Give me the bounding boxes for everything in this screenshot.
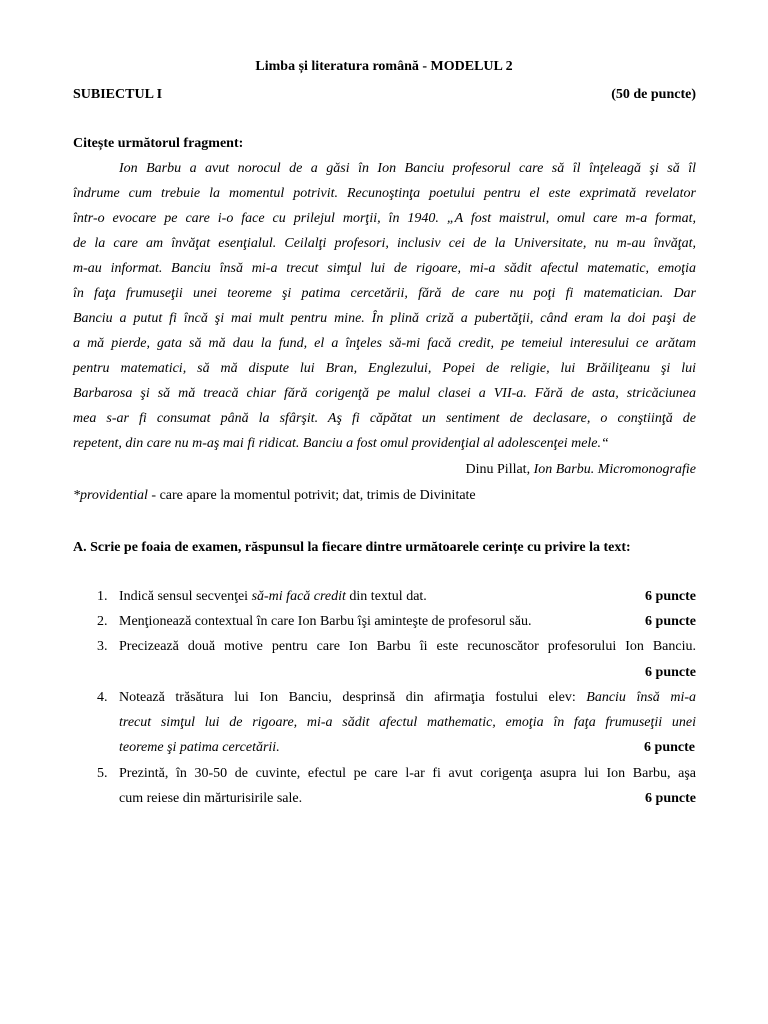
fragment-heading: Citește următorul fragment: — [73, 136, 244, 151]
fragment-line: repetent, din care nu m-aş mai fi ridicat. Banciu a fost omul providenţial al adolescenţei mele.“ — [73, 436, 609, 451]
question-1-text — [119, 589, 427, 605]
source-author: Dinu Pillat, — [465, 462, 534, 477]
question-5-line: Prezintă, în 30-50 de cuvinte, efectul pe care l-ar fi avut corigenţa asupra lui Ion Barbu, aşa — [119, 766, 696, 781]
fragment-line: în faţa frumuseţii unei teoreme şi patima cercetării, fără de care nu poţi fi matematician. Dar — [73, 286, 696, 301]
question-points: 6 puncte — [645, 614, 696, 629]
footnote — [73, 488, 476, 504]
question-3-text: Precizează două motive pentru care Ion Barbu îi este recunoscător profesorului Ion Banciu. — [119, 639, 696, 654]
question-number: 1. — [97, 589, 108, 604]
question-2-text: Menţionează contextual în care Ion Barbu îşi aminteşte de profesorul său. — [119, 614, 532, 629]
fragment-line: m-au informat. Banciu însă mi-a trecut simţul lui de rigoare, mi-a sădit afectul matematic, emoţia — [73, 261, 696, 276]
fragment-line: de la care am învăţat esenţialul. Ceilalţi profesori, inclusiv cei de la Universitate, nu m-au învăţat, — [73, 236, 696, 251]
fragment-line: Ion Barbu a avut norocul de a găsi în Ion Banciu profesorul care să îl înţeleagă şi să îl — [119, 161, 696, 176]
fragment-line: mea s-ar fi consumat până la sfârşit. Aş fi căpătat un sentiment de declasare, o conştiinţă de — [73, 411, 696, 426]
question-text-part: din textul dat. — [345, 589, 427, 604]
page-title: Limba și literatura română - MODELUL 2 — [255, 59, 513, 74]
subject-points: (50 de puncte) — [611, 87, 696, 102]
fragment-line: pentru matematici, să mă dispute lui Bran, Englezului, Popei de religie, lui Brăiliţeanu şi lui — [73, 361, 696, 376]
question-number: 5. — [97, 766, 108, 781]
question-quote: să-mi facă credit — [251, 589, 346, 604]
fragment-source — [466, 462, 696, 478]
question-number: 3. — [97, 639, 108, 654]
question-4-line: trecut simţul lui de rigoare, mi-a sădit afectul mathematic, emoţia în faţa frumuseţii unei — [119, 715, 696, 730]
question-text-part: Notează trăsătura lui Ion Banciu, desprinsă din afirmaţia fostului elev: — [119, 690, 587, 705]
fragment-line: într-o evocare pe care i-o face cu prilejul morţii, în 1940. „A fost maistrul, omul care m-a format, — [73, 211, 696, 226]
question-text-part: Indică sensul secvenţei — [119, 589, 252, 604]
fragment-line: Banciu a putut fi încă şi mai mult pentru mine. În plină criză a pubertăţii, când eram la doi paşi de — [73, 311, 696, 326]
question-points: 6 puncte — [645, 665, 696, 680]
question-5-line: cum reiese din mărturisirile sale. — [119, 791, 303, 806]
question-4-line — [119, 690, 696, 706]
question-4-line: teoreme şi patima cercetării. — [119, 740, 280, 755]
footnote-text: - care apare la momentul potrivit; dat, trimis de Divinitate — [147, 488, 476, 503]
question-points: 6 puncte — [644, 740, 695, 755]
question-number: 4. — [97, 690, 108, 705]
section-a-heading: A. Scrie pe foaia de examen, răspunsul la fiecare dintre următoarele cerințe cu privire la text: — [73, 540, 631, 555]
question-number: 2. — [97, 614, 108, 629]
fragment-line: îndrume cum trebuie la momentul potrivit. Recunoştinţa poetului pentru el este exprimată revelator — [73, 186, 696, 201]
fragment-line: Barbarosa şi să mă treacă chiar fără corigenţă pe malul clasei a VII-a. Fără de asta, stricăciunea — [73, 386, 696, 401]
source-work: Ion Barbu. Micromonografie — [533, 462, 696, 477]
subject-label: SUBIECTUL I — [73, 87, 163, 102]
question-points: 6 puncte — [645, 791, 696, 806]
question-points: 6 puncte — [645, 589, 696, 604]
question-quote: Banciu însă mi-a — [586, 690, 697, 705]
fragment-line: a mă pierde, gata să mă dau la fund, el a înţeles să-mi facă credit, pe temeiul interesului ce arătam — [73, 336, 696, 351]
footnote-term: *providential — [73, 488, 148, 503]
